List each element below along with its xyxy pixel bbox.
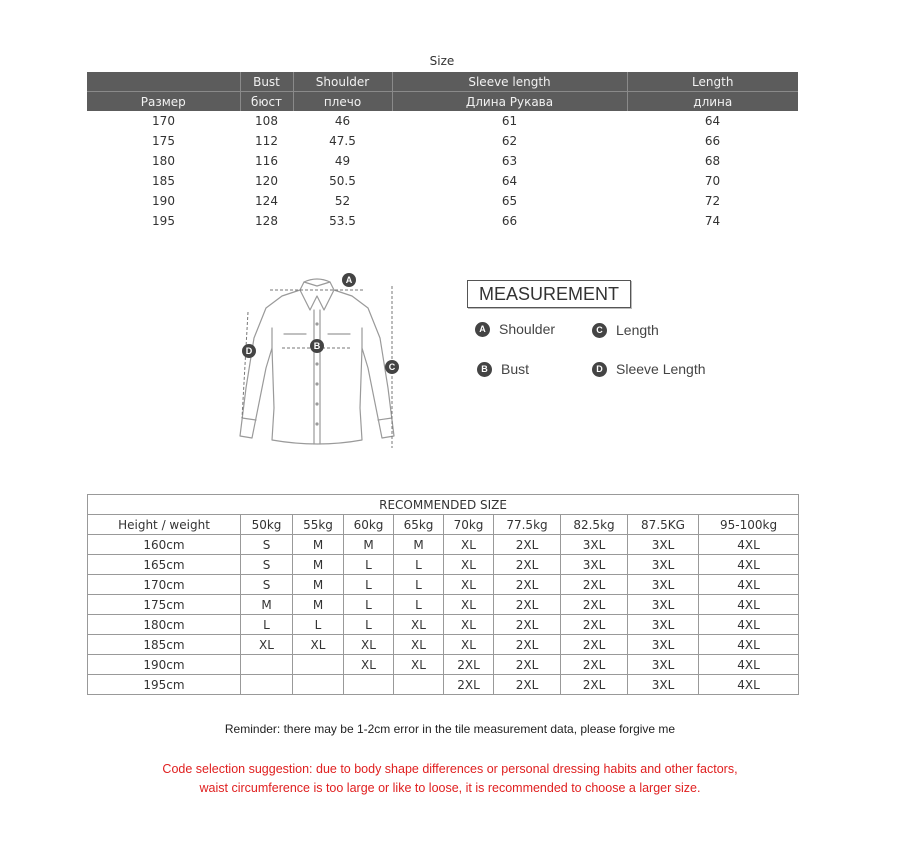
table-cell: M	[394, 535, 444, 555]
table-row	[88, 675, 799, 695]
header-cell: Bust	[240, 72, 293, 92]
shirt-diagram-icon	[232, 268, 412, 458]
table-cell: 195	[152, 214, 175, 228]
table-cell: XL	[394, 615, 444, 635]
marker-d	[242, 344, 256, 358]
table-row	[88, 635, 799, 655]
table-cell: 61	[501, 114, 518, 128]
table-cell: 2XL	[561, 675, 628, 695]
table-cell: 62	[501, 134, 518, 148]
table-cell: 108	[255, 114, 278, 128]
table-cell: 170	[152, 114, 175, 128]
table-cell: 4XL	[699, 655, 799, 675]
table-cell: 2XL	[494, 535, 561, 555]
size-chart-header-ru	[87, 92, 798, 112]
table-cell: 185cm	[88, 635, 241, 655]
table-cell: XL	[344, 655, 394, 675]
svg-text:B: B	[313, 341, 321, 351]
table-cell: 4XL	[699, 615, 799, 635]
table-cell: L	[344, 595, 394, 615]
table-cell: L	[344, 615, 394, 635]
table-cell: 2XL	[494, 575, 561, 595]
table-cell: 68	[704, 154, 721, 168]
badge-d-icon: D	[592, 362, 607, 377]
table-cell: 175cm	[88, 595, 241, 615]
table-cell: 72	[704, 194, 721, 208]
header-cell: 55kg	[293, 515, 344, 535]
header-cell: Shoulder	[293, 72, 392, 92]
size-chart-header-en	[87, 72, 798, 92]
table-cell: 180	[152, 154, 175, 168]
size-suggestion-note: Code selection suggestion: due to body shape differences or personal dressing habits and other factors, waist circumference is too large or like to loose, it is recommended to choose a larger size.	[162, 762, 738, 795]
table-cell: XL	[444, 575, 494, 595]
table-cell: 2XL	[561, 655, 628, 675]
marker-b	[310, 339, 324, 353]
table-cell: 3XL	[628, 615, 699, 635]
table-cell: 180cm	[88, 615, 241, 635]
header-cell: 87.5KG	[628, 515, 699, 535]
svg-text:D: D	[245, 346, 253, 356]
table-cell	[344, 675, 394, 695]
table-cell: 120	[255, 174, 278, 188]
table-cell: 2XL	[444, 655, 494, 675]
header-cell: Sleeve length	[392, 72, 627, 92]
table-cell: M	[293, 535, 344, 555]
table-cell: 4XL	[699, 675, 799, 695]
table-cell: XL	[241, 635, 293, 655]
table-cell: 65	[501, 194, 518, 208]
table-cell: 2XL	[561, 635, 628, 655]
table-cell: 53.5	[329, 214, 356, 228]
table-cell: 3XL	[628, 575, 699, 595]
table-cell: 128	[255, 214, 278, 228]
table-cell: XL	[394, 655, 444, 675]
table-cell: XL	[394, 635, 444, 655]
table-cell: 63	[501, 154, 518, 168]
table-cell: S	[241, 555, 293, 575]
table-cell: L	[241, 615, 293, 635]
legend-label: Bust	[501, 361, 530, 377]
table-cell: 2XL	[444, 675, 494, 695]
table-row	[88, 595, 799, 615]
header-cell: 95-100kg	[699, 515, 799, 535]
table-cell: 165cm	[88, 555, 241, 575]
table-cell: 3XL	[628, 655, 699, 675]
legend-label: Length	[616, 322, 659, 338]
table-row	[87, 111, 798, 131]
table-cell: 3XL	[628, 595, 699, 615]
header-cell: плечо	[293, 92, 392, 112]
table-cell: 185	[152, 174, 175, 188]
recommended-size-table	[87, 494, 799, 695]
table-cell: L	[293, 615, 344, 635]
table-cell: 3XL	[561, 535, 628, 555]
table-cell: 4XL	[699, 555, 799, 575]
table-cell	[241, 655, 293, 675]
size-chart-table	[87, 72, 798, 231]
header-cell: Height / weight	[88, 515, 241, 535]
table-cell: 64	[501, 174, 518, 188]
table-cell: 2XL	[494, 675, 561, 695]
table-row	[87, 131, 798, 151]
table-cell	[293, 655, 344, 675]
table-cell: 4XL	[699, 535, 799, 555]
table-cell: XL	[444, 635, 494, 655]
table-cell: XL	[444, 615, 494, 635]
table-cell: M	[344, 535, 394, 555]
reminder-note: Reminder: there may be 1-2cm error in the tile measurement data, please forgive me	[224, 722, 676, 736]
badge-b-icon: B	[477, 362, 492, 377]
table-cell: XL	[444, 535, 494, 555]
table-cell: 2XL	[494, 555, 561, 575]
table-cell	[394, 675, 444, 695]
table-cell: S	[241, 575, 293, 595]
header-cell: 50kg	[241, 515, 293, 535]
header-cell: бюст	[240, 92, 293, 112]
table-cell: L	[344, 555, 394, 575]
table-cell: 2XL	[561, 575, 628, 595]
header-cell: 60kg	[344, 515, 394, 535]
table-cell: 4XL	[699, 595, 799, 615]
legend-sleeve-length	[592, 361, 706, 377]
table-cell: XL	[444, 595, 494, 615]
table-cell: M	[293, 575, 344, 595]
table-cell: 47.5	[329, 134, 356, 148]
table-cell: 3XL	[628, 635, 699, 655]
table-cell: 112	[255, 134, 278, 148]
table-row	[88, 615, 799, 635]
table-cell: 2XL	[494, 655, 561, 675]
table-row	[87, 211, 798, 231]
table-cell: M	[293, 595, 344, 615]
table-cell: XL	[444, 555, 494, 575]
table-cell	[293, 675, 344, 695]
table-cell: 4XL	[699, 575, 799, 595]
legend-length	[592, 322, 659, 338]
table-cell: 49	[334, 154, 351, 168]
legend-label: Shoulder	[499, 321, 556, 337]
table-cell: S	[241, 535, 293, 555]
marker-a	[342, 273, 356, 287]
table-cell: XL	[344, 635, 394, 655]
table-cell: 195cm	[88, 675, 241, 695]
table-cell: 124	[255, 194, 278, 208]
table-cell: L	[394, 555, 444, 575]
table-cell: L	[344, 575, 394, 595]
header-cell: Length	[627, 72, 798, 92]
recommended-size-title: RECOMMENDED SIZE	[88, 495, 799, 515]
recommended-header-row	[88, 515, 799, 535]
table-cell: M	[241, 595, 293, 615]
table-cell: 3XL	[628, 535, 699, 555]
table-cell: 116	[255, 154, 278, 168]
table-cell: 190	[152, 194, 175, 208]
table-cell: 3XL	[628, 675, 699, 695]
table-cell: 2XL	[561, 595, 628, 615]
table-cell: 52	[334, 194, 351, 208]
table-cell: L	[394, 595, 444, 615]
table-row	[87, 191, 798, 211]
svg-text:C: C	[388, 362, 396, 372]
table-cell: 2XL	[494, 635, 561, 655]
table-cell: 70	[704, 174, 721, 188]
table-cell	[241, 675, 293, 695]
table-cell: 2XL	[561, 615, 628, 635]
table-cell: 50.5	[329, 174, 356, 188]
table-cell: 2XL	[494, 615, 561, 635]
table-row	[88, 655, 799, 675]
table-cell: 170cm	[88, 575, 241, 595]
header-cell: длина	[627, 92, 798, 112]
table-row	[87, 171, 798, 191]
svg-text:A: A	[345, 275, 353, 285]
table-cell: 64	[704, 114, 721, 128]
legend-shoulder	[475, 321, 555, 337]
badge-c-icon: C	[592, 323, 607, 338]
size-chart-title: Size	[429, 54, 455, 68]
table-cell: 66	[501, 214, 518, 228]
table-row	[87, 151, 798, 171]
table-cell: L	[394, 575, 444, 595]
header-cell	[87, 72, 240, 92]
table-cell: XL	[293, 635, 344, 655]
measurement-title: MEASUREMENT	[467, 280, 631, 308]
table-cell: 3XL	[561, 555, 628, 575]
header-cell: 82.5kg	[561, 515, 628, 535]
table-row	[88, 535, 799, 555]
table-cell: 66	[704, 134, 721, 148]
table-cell: M	[293, 555, 344, 575]
header-cell: 77.5kg	[494, 515, 561, 535]
badge-a-icon: A	[475, 322, 490, 337]
header-cell: 65kg	[394, 515, 444, 535]
marker-c	[385, 360, 399, 374]
table-cell: 175	[152, 134, 175, 148]
table-cell: 2XL	[494, 595, 561, 615]
table-cell: 190cm	[88, 655, 241, 675]
table-cell: 74	[704, 214, 721, 228]
table-cell: 160cm	[88, 535, 241, 555]
header-cell: Длина Рукава	[392, 92, 627, 112]
legend-bust	[477, 361, 529, 377]
table-row	[88, 555, 799, 575]
header-cell: 70kg	[444, 515, 494, 535]
header-cell: Размер	[87, 92, 240, 112]
table-cell: 3XL	[628, 555, 699, 575]
table-cell: 46	[334, 114, 351, 128]
table-cell: 4XL	[699, 635, 799, 655]
table-row	[88, 575, 799, 595]
legend-label: Sleeve Length	[616, 361, 706, 377]
